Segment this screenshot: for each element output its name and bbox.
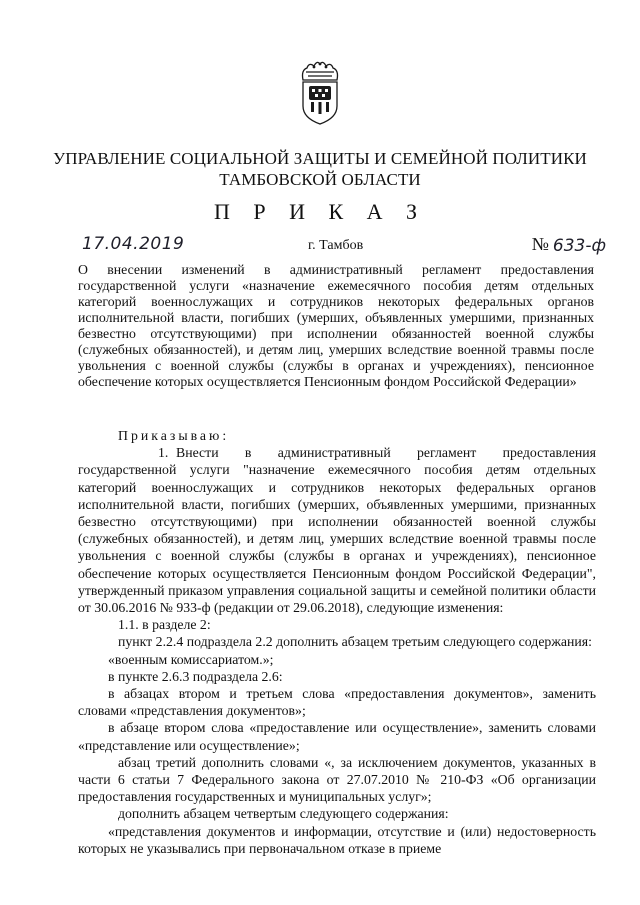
document-type-title: П Р И К А З bbox=[213, 199, 427, 224]
number-sign: № bbox=[531, 234, 549, 254]
item-1-number: 1. bbox=[158, 445, 169, 461]
paragraph-abzac-3: абзац третий дополнить словами «, за исключением документов, указанных в части 6 статьи 7 Федерального закона от 27.07.2010 № 210-ФЗ «Об организации предоставления государственных и муниципальных услуг»; bbox=[78, 754, 596, 805]
order-word-paragraph bbox=[78, 427, 596, 444]
paragraph-point-2-6-3: в пункте 2.6.3 подраздела 2.6: bbox=[108, 668, 283, 684]
paragraph-abzac-4-add: дополнить абзацем четвертым следующего содержания: bbox=[118, 806, 449, 822]
organization-name bbox=[0, 148, 640, 190]
handwritten-date: 17.04.2019 bbox=[82, 234, 185, 254]
paragraph-abzac-2-3: в абзацах втором и третьем слова «предоставления документов», заменить словами «представления документов»; bbox=[78, 686, 596, 719]
paragraph-military-commissariat: «военным комиссариатом.»; bbox=[108, 651, 274, 667]
order-subject: О внесении изменений в административный регламент предоставления государственной услуги «назначение ежемесячного пособия детям отдельных категорий военнослужащих и сотрудников некоторых федеральных органов исполнительной власти, погибших (умерших, объявленных умершими, признанных безвестно отсутствующими) при исполнении обязанностей военной службы (служебных обязанностей), и детям лиц, умерших вследствие военной травмы после увольнения с военной службы (службы в органах и учреждениях), пенсионное обеспечение которых осуществляется Пенсионным фондом Российской Федерации» bbox=[78, 262, 594, 389]
organization-name-line-1: УПРАВЛЕНИЕ СОЦИАЛЬНОЙ ЗАЩИТЫ И СЕМЕЙНОЙ ПОЛИТИКИ bbox=[53, 149, 587, 168]
document-number bbox=[532, 234, 606, 256]
item-1-text: Внести в административный регламент предоставления государственной услуги "назначение ежемесячного пособия детям отдельных категорий военнослужащих и сотрудников некоторых федеральных органов исполнительной власти, погибших (умерших, объявленных умершими, признанных безвестно отсутствующими) при исполнении обязанностей военной службы (служебных обязанностей), и детям лиц, умерших вследствие военной травмы после увольнения с военной службы (службы в органах и учреждениях), пенсионное обеспечение которых осуществляется Пенсионным фондом Российской Федерации", утвержденный приказом управления социальной защиты и семейной политики области от 30.06.2016 № 933-ф (редакции от 29.06.2018), следующие изменения: bbox=[78, 445, 596, 616]
item-1-paragraph bbox=[78, 444, 596, 616]
paragraph-abzac-2: в абзаце втором слова «предоставление или осуществление», заменить словами «представление или осуществление»; bbox=[78, 720, 596, 753]
subitem-1-1: 1.1. в разделе 2: bbox=[118, 617, 211, 633]
order-word: Приказываю: bbox=[118, 428, 230, 443]
paragraph-quote: «представления документов и информации, отсутствие и (или) недостоверность которых не указывались при первоначальном отказе в приеме bbox=[78, 823, 596, 856]
organization-name-line-2: ТАМБОВСКОЙ ОБЛАСТИ bbox=[219, 170, 421, 189]
document-meta-row bbox=[72, 234, 612, 260]
city-label: г. Тамбов bbox=[308, 238, 364, 253]
tambov-coat-of-arms-icon bbox=[297, 58, 343, 126]
paragraph-point-2-2-4: пункт 2.2.4 подраздела 2.2 дополнить абзацем третьим следующего содержания: bbox=[118, 634, 592, 650]
order-body bbox=[78, 427, 596, 857]
handwritten-number: 633-ф bbox=[552, 236, 606, 256]
